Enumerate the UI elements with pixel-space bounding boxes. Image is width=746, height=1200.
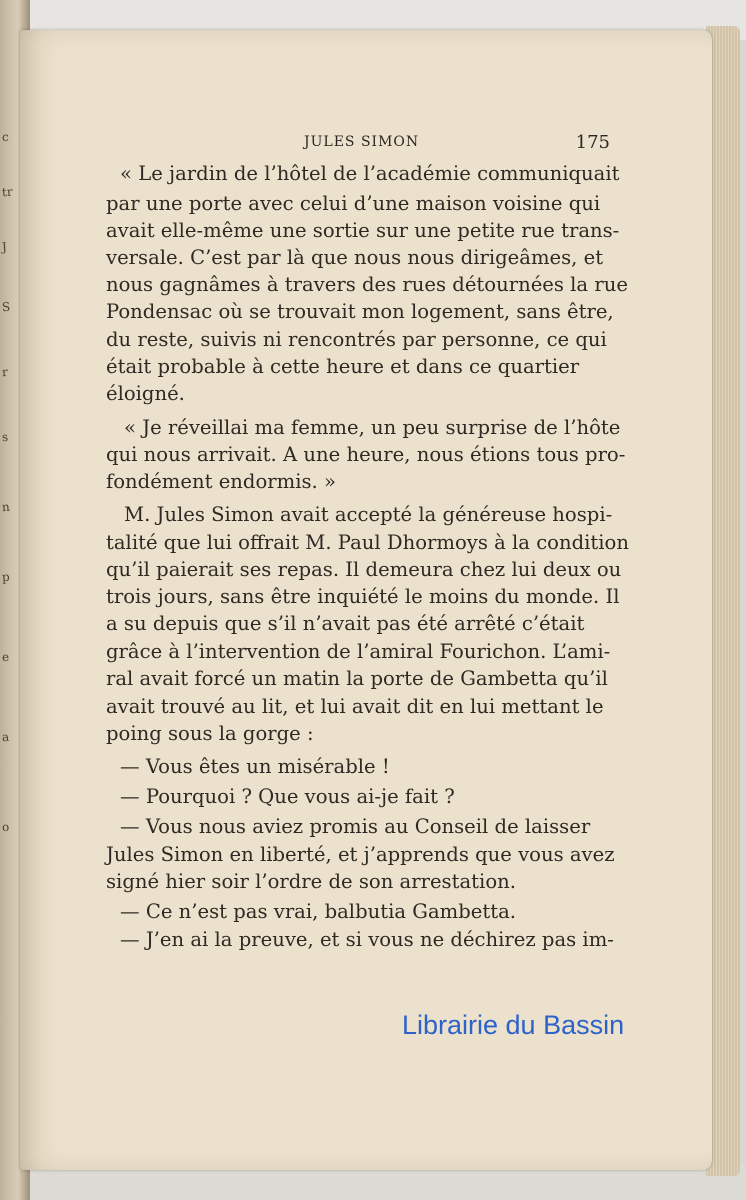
previous-page-fragment: J bbox=[1, 239, 8, 255]
text-line: était probable à cette heure et dans ce quartier bbox=[106, 355, 580, 378]
text-line: — J’en ai la preuve, et si vous ne déchirez pas im- bbox=[120, 928, 614, 951]
text-line: « Le jardin de l’hôtel de l’académie communiquait bbox=[120, 162, 620, 185]
text-line: — Ce n’est pas vrai, balbutia Gambetta. bbox=[120, 900, 516, 923]
previous-page-fragment: p bbox=[1, 569, 11, 585]
text-line: qu’il paierait ses repas. Il demeura chez lui deux ou bbox=[106, 558, 622, 581]
text-line: nous gagnâmes à travers des rues détournées la rue bbox=[106, 273, 628, 296]
previous-page-fragment: o bbox=[1, 819, 10, 835]
text-line: avait trouvé au lit, et lui avait dit en lui mettant le bbox=[106, 695, 604, 718]
text-line: Pondensac où se trouvait mon logement, sans être, bbox=[106, 300, 614, 323]
page-number: 175 bbox=[575, 132, 610, 153]
text-line: signé hier soir l’ordre de son arrestation. bbox=[106, 870, 516, 893]
text-line: fondément endormis. » bbox=[106, 470, 336, 493]
text-line: avait elle-même une sortie sur une petite rue trans- bbox=[106, 219, 620, 242]
text-line: ral avait forcé un matin la porte de Gambetta qu’il bbox=[106, 667, 608, 690]
text-line: talité que lui offrait M. Paul Dhormoys à la condition bbox=[106, 531, 629, 554]
text-line: — Vous êtes un misérable ! bbox=[120, 755, 390, 778]
previous-page-fragment: s bbox=[1, 429, 9, 445]
previous-page-fragment: a bbox=[1, 729, 10, 745]
page-header bbox=[110, 134, 610, 156]
text-line: — Vous nous aviez promis au Conseil de laisser bbox=[120, 815, 591, 838]
previous-page-fragment: tr bbox=[1, 184, 14, 200]
text-line: par une porte avec celui d’une maison voisine qui bbox=[106, 192, 601, 215]
background-bottom bbox=[0, 1165, 746, 1200]
previous-page-fragment: e bbox=[1, 649, 10, 665]
previous-page-fragment: S bbox=[1, 299, 11, 315]
previous-page-fragment: n bbox=[1, 499, 11, 515]
text-line: éloigné. bbox=[106, 382, 185, 405]
text-line: trois jours, sans être inquiété le moins du monde. Il bbox=[106, 585, 620, 608]
seller-watermark: Librairie du Bassin bbox=[402, 1010, 625, 1040]
text-line: a su depuis que s’il n’avait pas été arrêté c’était bbox=[106, 612, 585, 635]
previous-page-fragment: r bbox=[1, 364, 9, 380]
text-line: qui nous arrivait. A une heure, nous étions tous pro- bbox=[106, 443, 626, 466]
text-line: « Je réveillai ma femme, un peu surprise de l’hôte bbox=[124, 416, 621, 439]
text-line: Jules Simon en liberté, et j’apprends que vous avez bbox=[106, 843, 615, 866]
text-line: versale. C’est par là que nous nous dirigeâmes, et bbox=[106, 246, 604, 269]
running-head: JULES SIMON bbox=[304, 134, 420, 150]
previous-page-fragment: c bbox=[1, 129, 10, 145]
text-line: poing sous la gorge : bbox=[106, 722, 314, 745]
text-line: du reste, suivis ni rencontrés par personne, ce qui bbox=[106, 328, 607, 351]
text-line: M. Jules Simon avait accepté la généreuse hospi- bbox=[124, 503, 613, 526]
text-line: — Pourquoi ? Que vous ai-je fait ? bbox=[120, 785, 455, 808]
text-line: grâce à l’intervention de l’amiral Fourichon. L’ami- bbox=[106, 640, 611, 663]
